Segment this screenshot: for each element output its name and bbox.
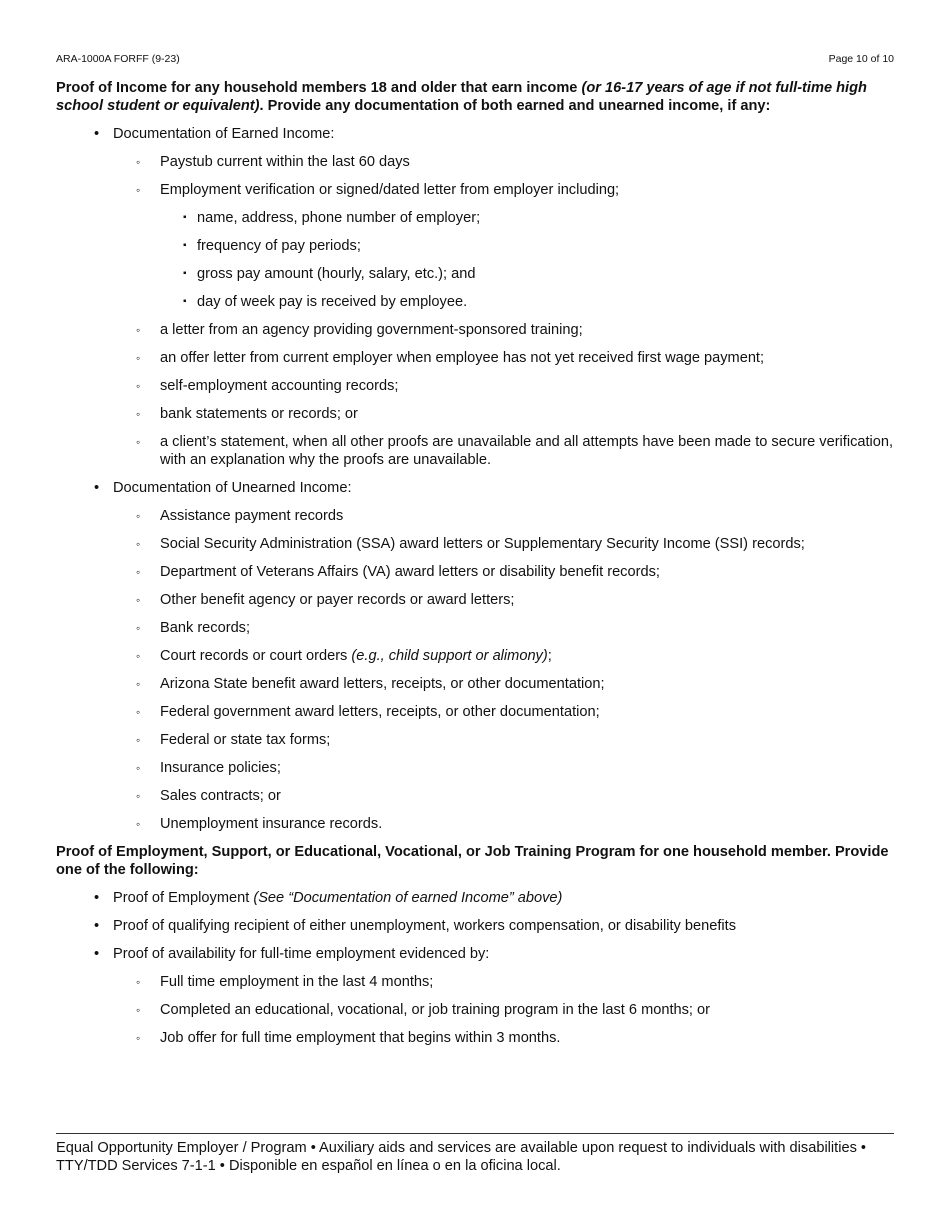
square-bullet-icon: ▪ — [183, 240, 187, 251]
earned-income-label: Documentation of Earned Income: — [113, 126, 335, 142]
circle-bullet-icon: ◦ — [136, 733, 141, 747]
square-bullet-icon: ▪ — [183, 296, 187, 307]
bullet-icon: • — [94, 480, 100, 496]
circle-bullet-icon: ◦ — [136, 323, 141, 337]
list-item: ◦ Sales contracts; or — [136, 788, 281, 804]
list-item: ▪ day of week pay is received by employee. — [183, 294, 468, 310]
bullet-icon: • — [94, 890, 100, 906]
page-number: Page 10 of 10 — [828, 53, 894, 65]
list-item: ◦ Federal government award letters, receipts, or other documentation; — [136, 704, 600, 720]
list-item: ▪ name, address, phone number of employer; — [183, 210, 481, 226]
list-item: ◦ Unemployment insurance records. — [136, 816, 383, 832]
list-item: ◦ Paystub current within the last 60 days — [136, 154, 410, 170]
circle-bullet-icon: ◦ — [136, 351, 141, 365]
employment-section-heading: Proof of Employment, Support, or Educational, Vocational, or Job Training Program for one household member. Provide one of the following: — [56, 844, 889, 878]
circle-bullet-icon: ◦ — [136, 621, 141, 635]
list-item: ◦ Employment verification or signed/dated letter from employer including; — [136, 182, 620, 198]
circle-bullet-icon: ◦ — [136, 705, 141, 719]
circle-bullet-icon: ◦ — [136, 509, 141, 523]
list-item — [56, 479, 896, 497]
list-item: ◦ Bank records; — [136, 620, 251, 636]
list-item: ◦ Arizona State benefit award letters, receipts, or other documentation; — [136, 676, 605, 692]
document-body — [56, 79, 896, 1057]
list-item: ◦ a letter from an agency providing government-sponsored training; — [136, 322, 583, 338]
list-item: ◦ Completed an educational, vocational, or job training program in the last 6 months; or — [136, 1002, 711, 1018]
form-id: ARA-1000A FORFF (9-23) — [56, 53, 180, 65]
list-item — [56, 125, 896, 143]
circle-bullet-icon: ◦ — [136, 593, 141, 607]
circle-bullet-icon: ◦ — [136, 155, 141, 169]
unearned-income-label: Documentation of Unearned Income: — [113, 480, 352, 496]
circle-bullet-icon: ◦ — [136, 379, 141, 393]
bullet-icon: • — [94, 126, 100, 142]
circle-bullet-icon: ◦ — [136, 677, 141, 691]
list-item: ◦ Department of Veterans Affairs (VA) award letters or disability benefit records; — [136, 564, 660, 580]
circle-bullet-icon: ◦ — [136, 435, 141, 449]
list-item: • Proof of qualifying recipient of either unemployment, workers compensation, or disability benefits — [94, 918, 736, 934]
list-item: • Proof of availability for full-time employment evidenced by: — [94, 946, 490, 962]
list-item: ◦ Job offer for full time employment that begins within 3 months. — [136, 1030, 561, 1046]
circle-bullet-icon: ◦ — [136, 975, 141, 989]
list-item: • Proof of Employment (See “Documentation of earned Income” above) — [94, 890, 563, 906]
list-item: ◦ a client’s statement, when all other proofs are unavailable and all attempts have been made to secure verification, with an explanation why the proofs are unavailable. — [136, 434, 894, 468]
circle-bullet-icon: ◦ — [136, 1031, 141, 1045]
list-item: ▪ gross pay amount (hourly, salary, etc.); and — [183, 266, 476, 282]
footer-divider — [56, 1133, 894, 1134]
list-item: ◦ bank statements or records; or — [136, 406, 358, 422]
square-bullet-icon: ▪ — [183, 268, 187, 279]
page-header — [56, 53, 894, 67]
bullet-icon: • — [94, 946, 100, 962]
list-item: ◦ Social Security Administration (SSA) award letters or Supplementary Security Income (SSI) records; — [136, 536, 805, 552]
circle-bullet-icon: ◦ — [136, 537, 141, 551]
circle-bullet-icon: ◦ — [136, 407, 141, 421]
list-item: ◦ an offer letter from current employer when employee has not yet received first wage payment; — [136, 350, 765, 366]
footer-text: Equal Opportunity Employer / Program • Auxiliary aids and services are available upon request to individuals with disabilities • TTY/TDD Services 7-1-1 • Disponible en español en línea o en la oficina local. — [56, 1140, 867, 1174]
circle-bullet-icon: ◦ — [136, 183, 141, 197]
circle-bullet-icon: ◦ — [136, 761, 141, 775]
income-section-heading: Proof of Income for any household members 18 and older that earn income (or 16-17 years of age if not full-time high school student or equivalent). Provide any documentation of both earned and unearned income, if any: — [56, 80, 867, 114]
list-item: ◦ Assistance payment records — [136, 508, 344, 524]
list-item: ▪ frequency of pay periods; — [183, 238, 361, 254]
circle-bullet-icon: ◦ — [136, 565, 141, 579]
list-item: ◦ Insurance policies; — [136, 760, 281, 776]
list-item: ◦ Federal or state tax forms; — [136, 732, 331, 748]
list-item: ◦ self-employment accounting records; — [136, 378, 399, 394]
list-item: ◦ Full time employment in the last 4 months; — [136, 974, 434, 990]
circle-bullet-icon: ◦ — [136, 1003, 141, 1017]
list-item: ◦ Other benefit agency or payer records or award letters; — [136, 592, 515, 608]
circle-bullet-icon: ◦ — [136, 649, 141, 663]
circle-bullet-icon: ◦ — [136, 817, 141, 831]
bullet-icon: • — [94, 918, 100, 934]
square-bullet-icon: ▪ — [183, 212, 187, 223]
circle-bullet-icon: ◦ — [136, 789, 141, 803]
list-item: ◦ Court records or court orders (e.g., child support or alimony); — [136, 648, 552, 664]
